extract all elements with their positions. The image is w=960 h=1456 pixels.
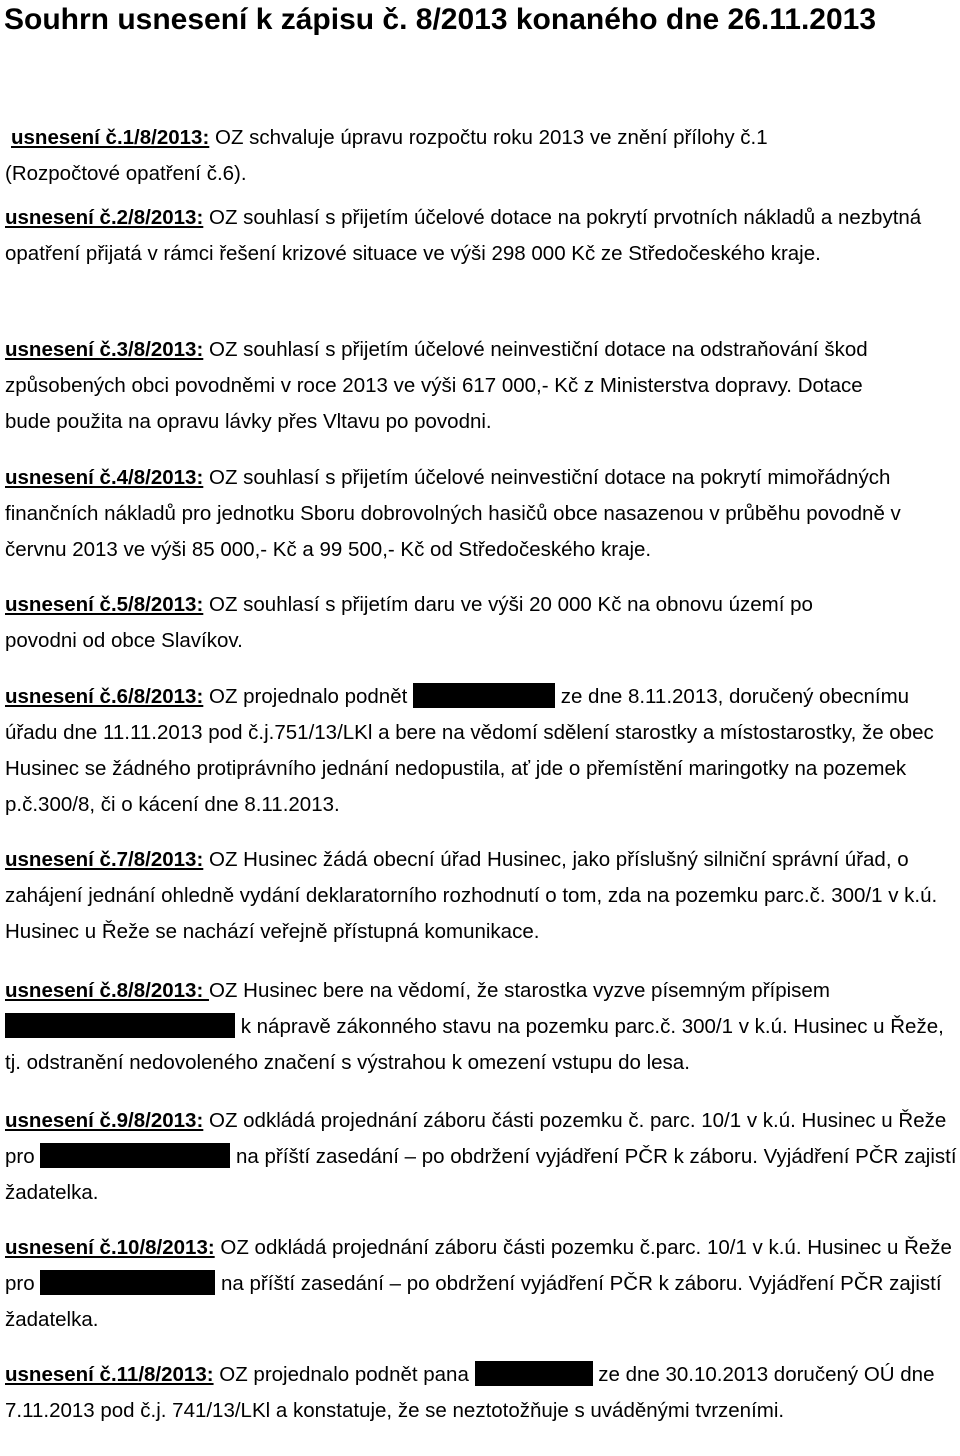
resolution-text-after: na příští zasedání – po obdržení vyjádření PČR k záboru. Vyjádření PČR zajistí žadatelka.: [5, 1272, 942, 1331]
resolution-2: [5, 200, 958, 272]
resolution-label: usnesení č.7/8/2013:: [5, 848, 204, 871]
resolution-text-before: OZ Husinec bere na vědomí, že starostka vyzve písemným přípisem: [208, 979, 830, 1002]
resolution-label: usnesení č.6/8/2013:: [5, 685, 204, 708]
resolution-label: usnesení č.3/8/2013:: [5, 338, 204, 361]
redaction-block: [475, 1361, 593, 1386]
resolution-text-before: OZ projednalo podnět: [203, 685, 413, 708]
resolution-label: usnesení č.1/8/2013:: [11, 126, 210, 149]
resolution-9: [5, 1103, 958, 1211]
resolution-1: [5, 120, 885, 192]
resolution-label: usnesení č.11/8/2013:: [5, 1363, 214, 1386]
resolution-5: [5, 587, 885, 659]
document-title: Souhrn usnesení k zápisu č. 8/2013 konaného dne 26.11.2013: [4, 3, 877, 36]
resolution-text-before: OZ odkládá projednání záboru části pozemku č.parc. 10/1 v k.ú. Husinec u Řeže pro: [5, 1236, 952, 1295]
resolution-label: usnesení č.2/8/2013:: [5, 206, 204, 229]
resolution-4: [5, 460, 958, 568]
resolution-label: usnesení č.5/8/2013:: [5, 593, 204, 616]
redaction-block: [413, 683, 555, 708]
resolution-11: [5, 1357, 958, 1429]
resolution-label: usnesení č.8/8/2013:: [5, 979, 209, 1002]
resolution-text-before: OZ projednalo podnět pana: [213, 1363, 475, 1386]
resolution-text: OZ schvaluje úpravu rozpočtu roku 2013 ve znění přílohy č.1 (Rozpočtové opatření č.6).: [5, 126, 768, 185]
resolution-8: [5, 973, 958, 1081]
resolution-text: OZ souhlasí s přijetím účelové neinvestiční dotace na pokrytí mimořádných finančních nákladů pro jednotku Sboru dobrovolných hasičů obce nasazenou v průběhu povodně v červnu 2013 ve výši 85 000,- Kč a 99 500,- Kč od Středočeského kraje.: [5, 466, 901, 561]
resolution-text-after: ze dne 8.11.2013, doručený obecnímu úřadu dne 11.11.2013 pod č.j.751/13/LKl a bere na vědomí sdělení starostky a místostarostky, že obec Husinec se žádného protiprávního jednání nedopustila, ať jde o přemístění maringotky na pozemek p.č.300/8, či o kácení dne 8.11.2013.: [5, 685, 934, 816]
resolution-label: usnesení č.10/8/2013:: [5, 1236, 215, 1259]
resolution-3: [5, 332, 885, 440]
resolution-6: [5, 679, 958, 823]
resolution-text: OZ souhlasí s přijetím daru ve výši 20 000 Kč na obnovu území po povodni od obce Slavíkov.: [5, 593, 813, 652]
resolution-text-after: na příští zasedání – po obdržení vyjádření PČR k záboru. Vyjádření PČR zajistí žadatelka.: [5, 1145, 957, 1204]
resolution-text-before: OZ odkládá projednání záboru části pozemku č. parc. 10/1 v k.ú. Husinec u Řeže pro: [5, 1109, 947, 1168]
resolution-text: OZ souhlasí s přijetím účelové neinvestiční dotace na odstraňování škod způsobených obci povodněmi v roce 2013 ve výši 617 000,- Kč z Ministerstva dopravy. Dotace bude použita na opravu lávky přes Vltavu po povodni.: [5, 338, 868, 433]
resolution-10: [5, 1230, 958, 1338]
resolution-text: OZ Husinec žádá obecní úřad Husinec, jako příslušný silniční správní úřad, o zahájení jednání ohledně vydání deklaratorního rozhodnutí o tom, zda na pozemku parc.č. 300/1 v k.ú. Husinec u Řeže se nachází veřejně přístupná komunikace.: [5, 848, 938, 943]
redaction-block: [40, 1270, 215, 1295]
resolution-text-after: ze dne 30.10.2013 doručený OÚ dne 7.11.2013 pod č.j. 741/13/LKl a konstatuje, že se neztotožňuje s uváděnými tvrzeními.: [5, 1363, 935, 1422]
resolution-text: OZ souhlasí s přijetím účelové dotace na pokrytí prvotních nákladů a nezbytná opatření přijatá v rámci řešení krizové situace ve výši 298 000 Kč ze Středočeského kraje.: [5, 206, 922, 265]
resolution-label: usnesení č.4/8/2013:: [5, 466, 204, 489]
resolution-7: [5, 842, 958, 950]
redaction-block: [40, 1143, 230, 1168]
redaction-block: [5, 1013, 235, 1038]
resolution-text-after: k nápravě zákonného stavu na pozemku parc.č. 300/1 v k.ú. Husinec u Řeže, tj. odstranění nedovoleného značení s výstrahou k omezení vstupu do lesa.: [5, 1015, 944, 1074]
resolution-label: usnesení č.9/8/2013:: [5, 1109, 204, 1132]
